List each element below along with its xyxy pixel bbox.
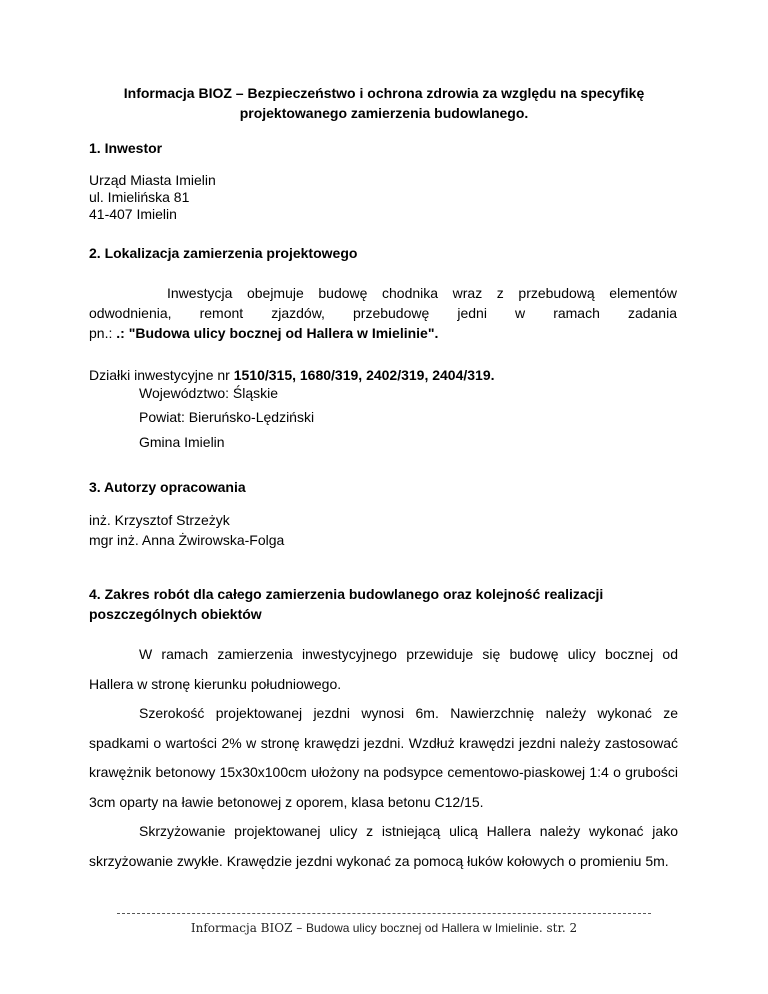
section-4-paragraph-2: Szerokość projektowanej jezdni wynosi 6m. Nawierzchnię należy wykonać ze spadkami o wartości 2% w stronę krawędzi jezdni. Wzdłuż krawędzi jezdni należy zastosować krawężnik betonowy 15x30x100cm ułożony na podsypce cementowo-piaskowej 1:4 o grubości 3cm oparty na ławie betonowej z oporem, klasa betonu C12/15. [89, 705, 678, 810]
voivodeship: Województwo: Śląskie [139, 385, 279, 401]
footer-project-name: Budowa ulicy bocznej od Hallera w Imielinie [306, 921, 539, 935]
section-2-heading: 2. Lokalizacja zamierzenia projektowego [89, 245, 358, 261]
page-footer [0, 921, 768, 935]
plot-numbers [89, 367, 495, 384]
plot-numbers-label: Działki inwestycyjne nr [89, 367, 234, 383]
task-name-prefix: pn.: [89, 325, 117, 341]
section-4-heading-line-1: 4. Zakres robót dla całego zamierzenia budowlanego oraz kolejność realizacji [89, 586, 604, 602]
footer-prefix: Informacja BIOZ – [190, 921, 307, 935]
section-4-heading-line-2: poszczególnych obiektów [89, 606, 262, 622]
footer-divider [117, 913, 651, 914]
plot-numbers-value: 1510/315, 1680/319, 2402/319, 2404/319. [233, 367, 495, 383]
footer-page-number: . str. 2 [538, 921, 578, 935]
section-1-heading: 1. Inwestor [89, 140, 163, 156]
section-3-heading: 3. Autorzy opracowania [89, 479, 246, 495]
section-2-intro-line-2: odwodnienia, remont zjazdów, przebudowę jedni w ramach zadania [89, 305, 677, 321]
investor-street: ul. Imielińska 81 [89, 189, 190, 205]
title-line-1: Informacja BIOZ – Bezpieczeństwo i ochrona zdrowia za względu na specyfikę [123, 85, 645, 101]
section-2-intro-line-1: Inwestycja obejmuje budowę chodnika wraz z przebudową elementów [167, 285, 677, 301]
section-4-paragraph-3: Skrzyżowanie projektowanej ulicy z istniejącą ulicą Hallera należy wykonać jako skrzyżowanie zwykłe. Krawędzie jezdni wykonać za pomocą łuków kołowych o promieniu 5m. [89, 823, 678, 869]
county: Powiat: Bieruńsko-Lędziński [139, 409, 315, 425]
investor-name: Urząd Miasta Imielin [89, 172, 216, 188]
section-4-heading [89, 584, 603, 624]
author-2: mgr inż. Anna Żwirowska-Folga [89, 532, 285, 548]
section-4-paragraph-1: W ramach zamierzenia inwestycyjnego przewiduje się budowę ulicy bocznej od Hallera w stronę kierunku południowego. [89, 646, 678, 692]
author-1: inż. Krzysztof Strzeżyk [89, 512, 230, 528]
task-name: .: "Budowa ulicy bocznej od Hallera w Imielinie". [116, 325, 439, 341]
section-2-intro-line-3 [89, 325, 438, 342]
investor-city: 41-407 Imielin [89, 206, 177, 222]
municipality: Gmina Imielin [139, 434, 225, 450]
document-title [84, 83, 684, 123]
title-line-2: projektowanego zamierzenia budowlanego. [239, 105, 529, 121]
